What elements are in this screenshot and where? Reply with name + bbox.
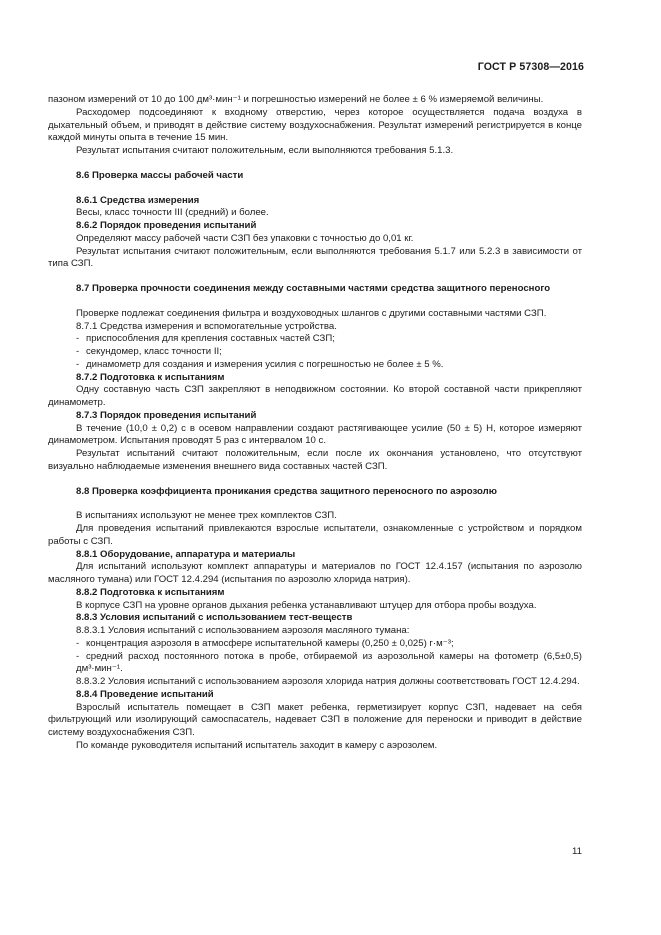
list-item xyxy=(48,359,582,372)
list-item xyxy=(48,638,582,651)
section-heading-8-7: 8.7 Проверка прочности соединения между составными частями средства защитного переносного xyxy=(76,283,551,294)
list-marker: - xyxy=(76,333,80,345)
paragraph: Весы, класс точности III (средний) и более. xyxy=(76,207,269,219)
paragraph: Определяют массу рабочей части СЗП без упаковки с точностью до 0,01 кг. xyxy=(76,232,414,244)
list-item-text: динамометр для создания и измерения усилия с погрешностью не более ± 5 %. xyxy=(86,358,444,370)
list-item xyxy=(48,651,582,677)
list-item-text: секундомер, класс точности II; xyxy=(86,346,222,357)
subsection-heading-8-6-2: 8.6.2 Порядок проведения испытаний xyxy=(76,220,257,231)
subsection-heading-8-7-3: 8.7.3 Порядок проведения испытаний xyxy=(76,409,257,421)
paragraph: Взрослый испытатель помещает в СЗП макет ребенка, герметизирует корпус СЗП, надевает на себя фильтрующий или изолирующий самоспасатель, надевает СЗП в положение для переноски и приводит в действие систему воздухоснабжения СЗП. xyxy=(48,701,582,738)
paragraph: 8.8.3.1 Условия испытаний с использованием аэрозоля масляного тумана: xyxy=(76,625,410,636)
list-marker: - xyxy=(76,346,80,357)
subsection-heading-8-8-4: 8.8.4 Проведение испытаний xyxy=(76,688,214,700)
list-marker: - xyxy=(76,650,80,662)
section-heading-8-6: 8.6 Проверка массы рабочей части xyxy=(76,169,244,181)
paragraph: Для испытаний используют комплект аппаратуры и материалов по ГОСТ 12.4.157 (испытания по аэрозолю масляного тумана) или ГОСТ 12.4.294 (испытания по аэрозолю хлорида натрия). xyxy=(48,561,582,585)
subsection-heading-8-6-1: 8.6.1 Средства измерения xyxy=(76,194,200,206)
list-item-text: приспособления для крепления составных частей СЗП; xyxy=(86,333,335,345)
list-marker: - xyxy=(76,637,80,649)
paragraph: Результат испытания считают положительным, если выполняются требования 5.1.7 или 5.2.3 в зависимости от типа СЗП. xyxy=(48,245,582,270)
subsection-heading-8-8-2: 8.8.2 Подготовка к испытаниям xyxy=(76,586,225,598)
paragraph: В испытаниях используют не менее трех комплектов СЗП. xyxy=(76,510,337,522)
paragraph: В корпусе СЗП на уровне органов дыхания ребенка устанавливают штуцер для отбора пробы воздуха. xyxy=(76,599,537,611)
paragraph: Результат испытаний считают положительным, если после их окончания установлено, что отсутствуют визуально наблюдаемые изменения внешнего вида составных частей СЗП. xyxy=(48,448,582,472)
list-item xyxy=(48,333,582,346)
paragraph: Расходомер подсоединяют к входному отверстию, через которое осуществляется подача воздуха в дыхательный объем, и приводят в действие систему воздухоснабжения. Результат измерений регистрируется в конце каждой минуты опыта в течение 15 мин. xyxy=(48,106,582,144)
paragraph: Для проведения испытаний привлекаются взрослые испытатели, ознакомленные с устройством и порядком работы с СЗП. xyxy=(48,523,582,547)
list-item xyxy=(48,346,582,359)
paragraph: По команде руководителя испытаний испытатель заходит в камеру с аэрозолем. xyxy=(76,739,438,751)
paragraph: Результат испытания считают положительным, если выполняются требования 5.1.3. xyxy=(76,145,454,156)
paragraph: пазоном измерений от 10 до 100 дм³·мин⁻¹ и погрешностью измерений не более ± 6 % измеряемой величины. xyxy=(48,94,544,105)
subsection-heading-8-7-2: 8.7.2 Подготовка к испытаниям xyxy=(76,371,225,383)
document-header-id: ГОСТ Р 57308—2016 xyxy=(477,61,584,73)
document-body xyxy=(48,94,582,753)
paragraph: Одну составную часть СЗП закрепляют в неподвижном состоянии. Ко второй составной части прикрепляют динамометр. xyxy=(48,384,582,408)
page-number: 11 xyxy=(572,846,582,857)
list-marker: - xyxy=(76,358,80,370)
paragraph: В течение (10,0 ± 0,2) с в осевом направлении создают растягивающее усилие (50 ± 5) Н, которое измеряют динамометром. Испытания проводят 5 раз с интервалом 10 с. xyxy=(48,422,582,447)
paragraph: Проверке подлежат соединения фильтра и воздуховодных шлангов с другими составными частями СЗП. xyxy=(76,307,547,319)
list-item-text: средний расход постоянного потока в пробе, отбираемой из аэрозольной камеры на фотометр (6,5±0,5) дм³·мин⁻¹. xyxy=(76,650,582,675)
paragraph: 8.7.1 Средства измерения и вспомогательные устройства. xyxy=(76,320,337,332)
list-item-text: концентрация аэрозоля в атмосфере испытательной камеры (0,250 ± 0,025) г·м⁻³; xyxy=(86,637,454,649)
subsection-heading-8-8-3: 8.8.3 Условия испытаний с использованием тест-веществ xyxy=(76,612,353,624)
paragraph: 8.8.3.2 Условия испытаний с использованием аэрозоля хлорида натрия должны соответствовать ГОСТ 12.4.294. xyxy=(76,676,580,687)
section-heading-8-8: 8.8 Проверка коэффициента проникания средства защитного переносного по аэрозолю xyxy=(76,485,497,497)
subsection-heading-8-8-1: 8.8.1 Оборудование, аппаратура и материалы xyxy=(76,548,296,560)
